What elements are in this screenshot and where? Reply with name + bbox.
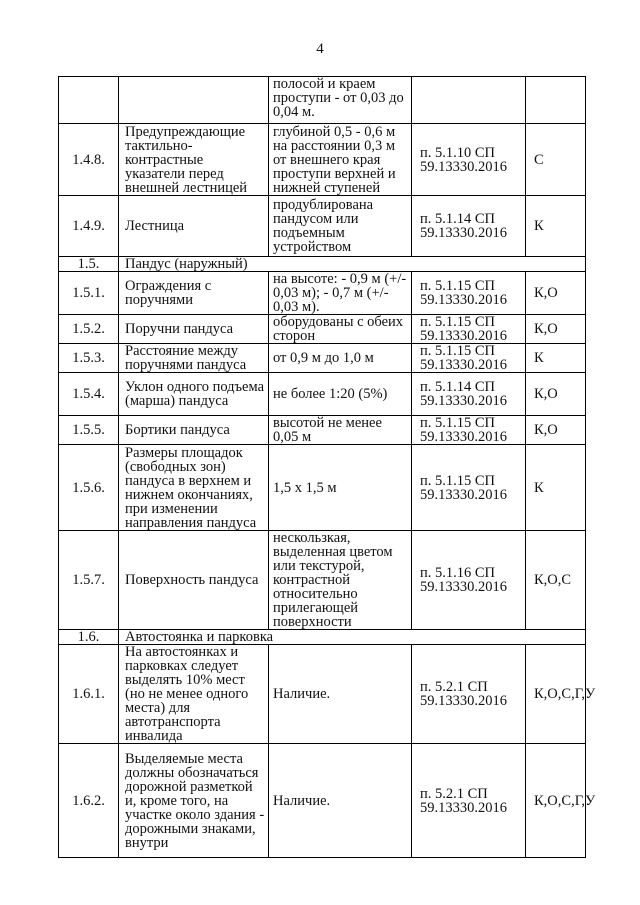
row-requirement: от 0,9 м до 1,0 м <box>269 344 412 373</box>
section-row <box>59 257 586 272</box>
row-name: Бортики пандуса <box>119 416 269 445</box>
row-name: На автостоянках и парковках следует выделять 10% мест (но не менее одного места) для автотранспорта инвалида <box>119 645 269 744</box>
table-row <box>59 272 586 315</box>
row-requirement: Наличие. <box>269 744 412 858</box>
row-category: К,О <box>526 373 586 416</box>
row-category: К,О <box>526 315 586 344</box>
row-category: К,О,С,Г,У <box>526 744 586 858</box>
row-requirement: полосой и краем проступи - от 0,03 до 0,04 м. <box>269 77 412 124</box>
section-number: 1.6. <box>59 630 119 645</box>
row-number <box>59 77 119 124</box>
row-name: Лестница <box>119 196 269 257</box>
section-row <box>59 630 586 645</box>
table-row <box>59 344 586 373</box>
row-number: 1.6.1. <box>59 645 119 744</box>
row-category: К,О <box>526 272 586 315</box>
page-number: 4 <box>316 41 324 57</box>
row-name: Поручни пандуса <box>119 315 269 344</box>
table-row <box>59 77 586 124</box>
row-requirement: глубиной 0,5 - 0,6 м на расстоянии 0,3 м от внешнего края проступи верхней и нижней ступеней <box>269 124 412 196</box>
table-row <box>59 531 586 630</box>
row-number: 1.5.4. <box>59 373 119 416</box>
row-name: Расстояние между поручнями пандуса <box>119 344 269 373</box>
row-reference: п. 5.1.15 СП 59.13330.2016 <box>412 272 526 315</box>
row-name: Поверхность пандуса <box>119 531 269 630</box>
row-reference: п. 5.1.15 СП 59.13330.2016 <box>412 344 526 373</box>
row-reference <box>412 77 526 124</box>
section-title: Автостоянка и парковка <box>119 630 586 645</box>
row-requirement: 1,5 х 1,5 м <box>269 445 412 531</box>
row-number: 1.5.3. <box>59 344 119 373</box>
table-row <box>59 645 586 744</box>
row-requirement: Наличие. <box>269 645 412 744</box>
row-category: С <box>526 124 586 196</box>
row-category: К <box>526 344 586 373</box>
row-requirement: на высоте: - 0,9 м (+/- 0,03 м); - 0,7 м (+/- 0,03 м). <box>269 272 412 315</box>
row-reference: п. 5.1.15 СП 59.13330.2016 <box>412 315 526 344</box>
row-name: Размеры площадок (свободных зон) пандуса в верхнем и нижнем окончаниях, при изменении направления пандуса <box>119 445 269 531</box>
requirements-table <box>58 76 596 858</box>
row-category: К <box>526 445 586 531</box>
row-name <box>119 77 269 124</box>
row-reference: п. 5.1.16 СП 59.13330.2016 <box>412 531 526 630</box>
table-row <box>59 445 586 531</box>
row-requirement: продублирована пандусом или подъемным устройством <box>269 196 412 257</box>
row-name: Выделяемые места должны обозначаться дорожной разметкой и, кроме того, на участке около здания - дорожными знаками, внутри <box>119 744 269 858</box>
row-category <box>526 77 586 124</box>
row-name: Ограждения с поручнями <box>119 272 269 315</box>
row-category: К,О <box>526 416 586 445</box>
row-number: 1.5.1. <box>59 272 119 315</box>
row-number: 1.4.8. <box>59 124 119 196</box>
row-category: К <box>526 196 586 257</box>
row-reference: п. 5.1.10 СП 59.13330.2016 <box>412 124 526 196</box>
row-number: 1.5.7. <box>59 531 119 630</box>
row-requirement: оборудованы с обеих сторон <box>269 315 412 344</box>
row-reference: п. 5.2.1 СП 59.13330.2016 <box>412 744 526 858</box>
table-row <box>59 744 586 858</box>
row-category: К,О,С <box>526 531 586 630</box>
row-name: Уклон одного подъема (марша) пандуса <box>119 373 269 416</box>
row-requirement: высотой не менее 0,05 м <box>269 416 412 445</box>
row-category: К,О,С,Г,У <box>526 645 586 744</box>
row-requirement: нескользкая, выделенная цветом или текстурой, контрастной относительно прилегающей поверхности <box>269 531 412 630</box>
row-reference: п. 5.1.15 СП 59.13330.2016 <box>412 416 526 445</box>
row-number: 1.5.5. <box>59 416 119 445</box>
row-number: 1.5.2. <box>59 315 119 344</box>
row-requirement: не более 1:20 (5%) <box>269 373 412 416</box>
section-number: 1.5. <box>59 257 119 272</box>
row-reference: п. 5.1.14 СП 59.13330.2016 <box>412 196 526 257</box>
table-row <box>59 416 586 445</box>
row-reference: п. 5.2.1 СП 59.13330.2016 <box>412 645 526 744</box>
row-reference: п. 5.1.15 СП 59.13330.2016 <box>412 445 526 531</box>
row-number: 1.6.2. <box>59 744 119 858</box>
row-name: Предупреждающие тактильно-контрастные указатели перед внешней лестницей <box>119 124 269 196</box>
row-number: 1.4.9. <box>59 196 119 257</box>
table-row <box>59 373 586 416</box>
row-number: 1.5.6. <box>59 445 119 531</box>
table-row <box>59 124 586 196</box>
table-row <box>59 315 586 344</box>
table-row <box>59 196 586 257</box>
row-reference: п. 5.1.14 СП 59.13330.2016 <box>412 373 526 416</box>
section-title: Пандус (наружный) <box>119 257 586 272</box>
